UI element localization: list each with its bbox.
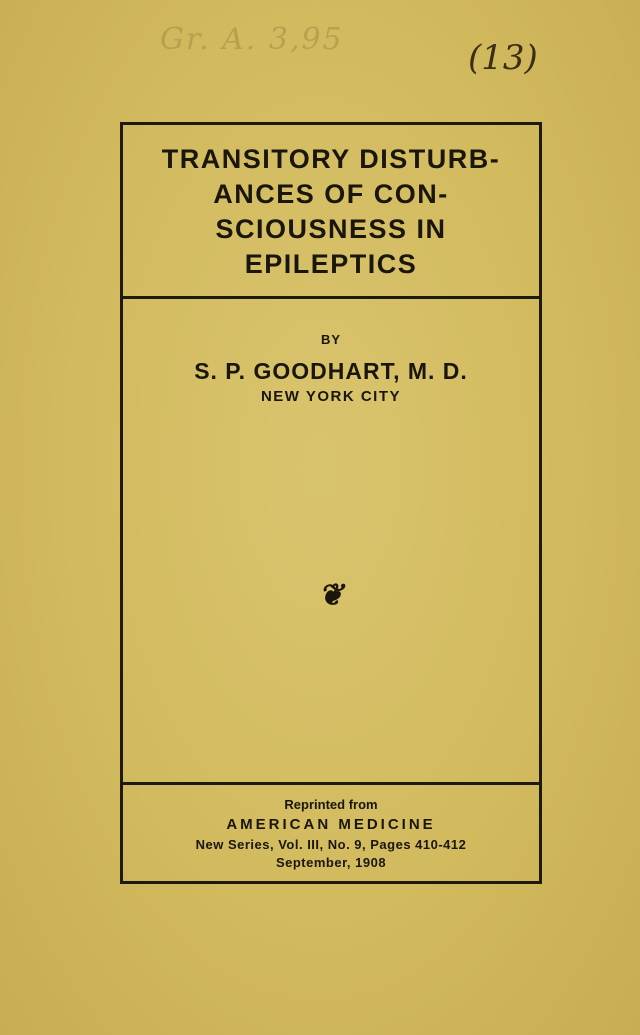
shelf-number: (13) — [468, 38, 538, 78]
pencil-annotation: Gr. A. 3,95 — [160, 22, 344, 57]
reprint-intro: Reprinted from — [284, 797, 378, 812]
journal-name: AMERICAN MEDICINE — [226, 816, 436, 833]
title-line-2: ANCES OF CON- — [213, 179, 449, 209]
by-label: BY — [320, 332, 342, 347]
title-line-4: EPILEPTICS — [244, 249, 418, 279]
author-location: NEW YORK CITY — [260, 388, 402, 405]
fleuron-ornament-icon: ❦ — [318, 578, 344, 613]
document-title — [122, 142, 540, 282]
title-line-3: SCIOUSNESS IN — [215, 214, 447, 244]
title-line-1: TRANSITORY DISTURB- — [161, 144, 501, 174]
lower-divider — [120, 782, 542, 785]
publication-date: September, 1908 — [275, 855, 387, 870]
citation-details: New Series, Vol. III, No. 9, Pages 410-412 — [195, 837, 467, 852]
reprint-notice — [122, 796, 540, 872]
upper-divider — [120, 296, 542, 299]
author-name: S. P. GOODHART, M. D. — [194, 358, 468, 384]
